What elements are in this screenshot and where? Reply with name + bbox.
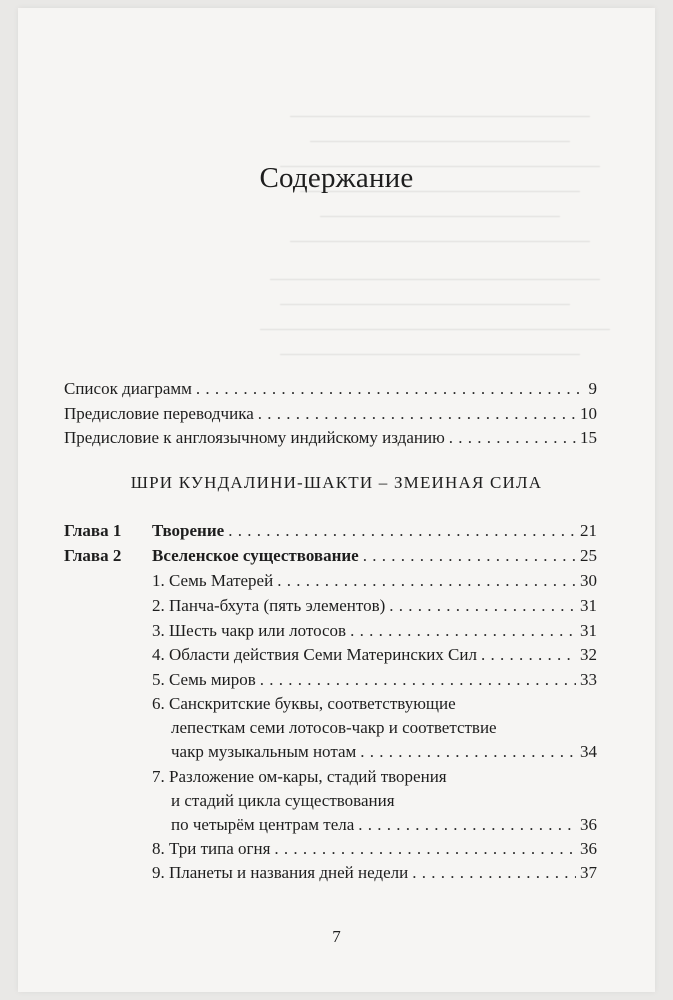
leader-dots [412, 861, 576, 885]
toc-subitem-line: лепесткам семи лотосов-чакр и соответствие [171, 718, 497, 737]
toc-entry-page: 32 [580, 645, 597, 664]
chapter-number: Глава 1 [64, 521, 122, 540]
toc-entry-translator-preface[interactable] [64, 402, 597, 426]
toc-entry-label: чакр музыкальным нотам [171, 742, 357, 761]
toc-entry-label: 5. Семь миров [152, 670, 256, 689]
toc-subitem[interactable] [171, 740, 597, 764]
toc-subitem[interactable] [152, 643, 597, 667]
leader-dots [196, 377, 585, 401]
leader-dots [360, 740, 576, 764]
toc-entry-label: 3. Шесть чакр или лотосов [152, 621, 347, 640]
leader-dots [389, 594, 576, 618]
leader-dots [260, 668, 576, 692]
toc-entry-page: 36 [580, 839, 597, 858]
chapter-number: Глава 2 [64, 546, 122, 565]
toc-chapter-2[interactable] [152, 544, 597, 568]
toc-entry-label: 9. Планеты и названия дней недели [152, 863, 409, 882]
toc-subitem[interactable] [152, 594, 597, 618]
leader-dots [274, 837, 576, 861]
toc-entry-page: 31 [580, 621, 597, 640]
toc-entry-page: 9 [588, 379, 597, 398]
leader-dots [449, 426, 576, 450]
toc-entry-page: 25 [580, 546, 597, 565]
toc-entry-page: 15 [580, 428, 597, 447]
toc-entry-diagrams[interactable] [64, 377, 597, 401]
chapter-title: Творение [152, 521, 225, 540]
toc-chapter-1[interactable] [152, 519, 597, 543]
chapter-title: Вселенское существование [152, 546, 359, 565]
toc-entry-label: Предисловие к англоязычному индийскому изданию [64, 428, 445, 447]
toc-subitem[interactable] [152, 861, 597, 885]
toc-entry-page: 21 [580, 521, 597, 540]
leader-dots [258, 402, 576, 426]
leader-dots [350, 619, 576, 643]
toc-entry-page: 36 [580, 815, 597, 834]
toc-entry-page: 30 [580, 571, 597, 590]
toc-entry-indian-edition-preface[interactable] [64, 426, 597, 450]
toc-subitem[interactable] [152, 668, 597, 692]
page-number: 7 [332, 927, 341, 946]
toc-entry-label: Список диаграмм [64, 379, 192, 398]
leader-dots [481, 643, 576, 667]
toc-entry-page: 33 [580, 670, 597, 689]
leader-dots [358, 813, 576, 837]
section-heading: ШРИ КУНДАЛИНИ-ШАКТИ – ЗМЕИНАЯ СИЛА [130, 473, 543, 492]
leader-dots [363, 544, 576, 568]
toc-entry-page: 34 [580, 742, 597, 761]
toc-entry-page: 31 [580, 596, 597, 615]
toc-subitem[interactable] [152, 619, 597, 643]
toc-subitem-line: и стадий цикла существования [171, 791, 395, 810]
toc-entry-label: 1. Семь Матерей [152, 571, 274, 590]
toc-entry-label: по четырём центрам тела [171, 815, 355, 834]
toc-entry-page: 37 [580, 863, 597, 882]
toc-entry-page: 10 [580, 404, 597, 423]
toc-entry-label: Предисловие переводчика [64, 404, 254, 423]
toc-entry-label: 4. Области действия Семи Материнских Сил [152, 645, 477, 664]
toc-subitem-line: 7. Разложение ом-кары, стадий творения [152, 767, 447, 786]
leader-dots [228, 519, 576, 543]
page-title: Содержание [259, 162, 414, 194]
toc-subitem-line: 6. Санскритские буквы, соответствующие [152, 694, 456, 713]
toc-entry-label: 2. Панча-бхута (пять элементов) [152, 596, 386, 615]
toc-subitem[interactable] [152, 837, 597, 861]
toc-subitem[interactable] [152, 569, 597, 593]
leader-dots [277, 569, 576, 593]
toc-subitem[interactable] [171, 813, 597, 837]
toc-entry-label: 8. Три типа огня [152, 839, 271, 858]
